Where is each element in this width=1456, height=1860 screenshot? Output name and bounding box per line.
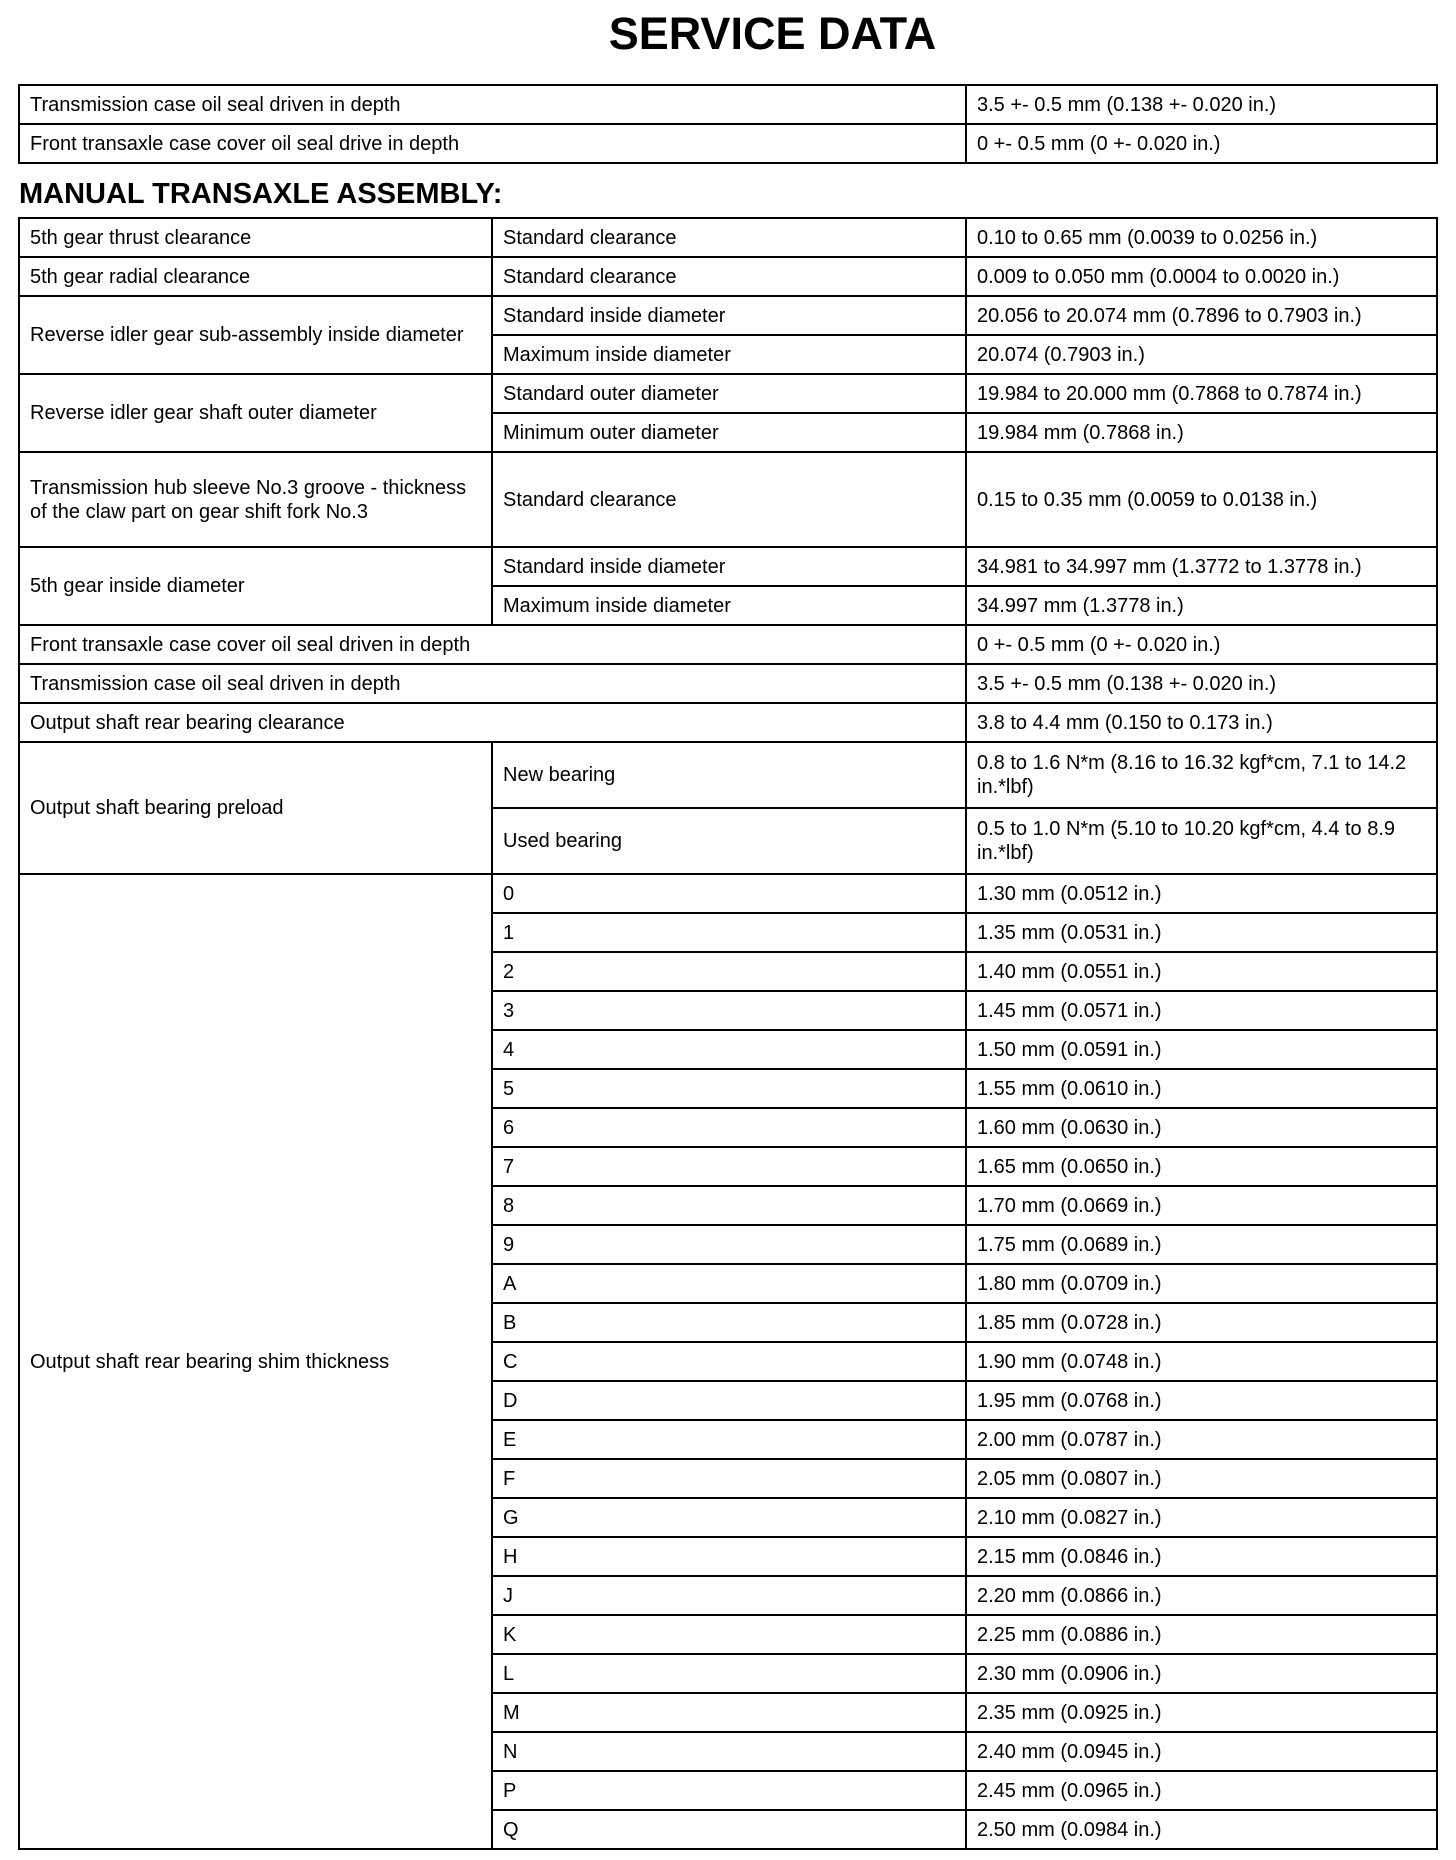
value-cell: 0.15 to 0.35 mm (0.0059 to 0.0138 in.) [966,452,1437,547]
value-cell: 19.984 to 20.000 mm (0.7868 to 0.7874 in.) [966,374,1437,413]
table-row [19,664,1437,703]
shim-mark-cell: C [492,1342,966,1381]
manual-transaxle-spec-table [18,217,1438,1850]
table-row [19,742,1437,808]
item-cell: Reverse idler gear shaft outer diameter [19,374,492,452]
value-cell: 3.8 to 4.4 mm (0.150 to 0.173 in.) [966,703,1437,742]
value-cell: 19.984 mm (0.7868 in.) [966,413,1437,452]
item-cell: Output shaft bearing preload [19,742,492,874]
table-row [19,374,1437,413]
shim-mark-cell: A [492,1264,966,1303]
item-cell: 5th gear radial clearance [19,257,492,296]
shim-mark-cell: 6 [492,1108,966,1147]
condition-cell: Maximum inside diameter [492,586,966,625]
value-cell: 34.981 to 34.997 mm (1.3772 to 1.3778 in.) [966,547,1437,586]
item-cell: 5th gear inside diameter [19,547,492,625]
condition-cell: Standard inside diameter [492,547,966,586]
shim-mark-cell: N [492,1732,966,1771]
table-row [19,218,1437,257]
condition-cell: Minimum outer diameter [492,413,966,452]
shim-mark-cell: H [492,1537,966,1576]
value-cell: 0.009 to 0.050 mm (0.0004 to 0.0020 in.) [966,257,1437,296]
item-cell: Transmission hub sleeve No.3 groove - thickness of the claw part on gear shift fork No.3 [19,452,492,547]
value-cell: 2.05 mm (0.0807 in.) [966,1459,1437,1498]
item-cell: Reverse idler gear sub-assembly inside diameter [19,296,492,374]
table-row [19,703,1437,742]
item-cell: Output shaft rear bearing clearance [19,703,966,742]
shim-mark-cell: 2 [492,952,966,991]
shim-mark-cell: 8 [492,1186,966,1225]
table-row [19,257,1437,296]
shim-mark-cell: K [492,1615,966,1654]
table-row [19,874,1437,913]
table-row [19,625,1437,664]
value-cell: 0 +- 0.5 mm (0 +- 0.020 in.) [966,625,1437,664]
table-row [19,296,1437,335]
value-cell: 20.056 to 20.074 mm (0.7896 to 0.7903 in.) [966,296,1437,335]
value-cell: 1.40 mm (0.0551 in.) [966,952,1437,991]
shim-mark-cell: B [492,1303,966,1342]
shim-mark-cell: F [492,1459,966,1498]
value-cell: 34.997 mm (1.3778 in.) [966,586,1437,625]
shim-mark-cell: E [492,1420,966,1459]
value-cell: 1.65 mm (0.0650 in.) [966,1147,1437,1186]
value-cell: 1.90 mm (0.0748 in.) [966,1342,1437,1381]
shim-mark-cell: Q [492,1810,966,1849]
shim-mark-cell: 4 [492,1030,966,1069]
value-cell: 1.95 mm (0.0768 in.) [966,1381,1437,1420]
shim-mark-cell: G [492,1498,966,1537]
value-cell: 2.50 mm (0.0984 in.) [966,1810,1437,1849]
item-cell: Transmission case oil seal driven in depth [19,664,966,703]
shim-mark-cell: L [492,1654,966,1693]
item-cell: 5th gear thrust clearance [19,218,492,257]
value-cell: 2.00 mm (0.0787 in.) [966,1420,1437,1459]
shim-mark-cell: 0 [492,874,966,913]
shim-mark-cell: 5 [492,1069,966,1108]
item-cell: Front transaxle case cover oil seal drive in depth [19,124,966,163]
value-cell: 20.074 (0.7903 in.) [966,335,1437,374]
condition-cell: Standard outer diameter [492,374,966,413]
table-row [19,547,1437,586]
value-cell: 0.10 to 0.65 mm (0.0039 to 0.0256 in.) [966,218,1437,257]
condition-cell: Used bearing [492,808,966,874]
value-cell: 2.20 mm (0.0866 in.) [966,1576,1437,1615]
condition-cell: New bearing [492,742,966,808]
value-cell: 0 +- 0.5 mm (0 +- 0.020 in.) [966,124,1437,163]
item-cell: Output shaft rear bearing shim thickness [19,874,492,1849]
condition-cell: Standard clearance [492,452,966,547]
table-row [19,124,1437,163]
shim-mark-cell: 1 [492,913,966,952]
value-cell: 1.70 mm (0.0669 in.) [966,1186,1437,1225]
value-cell: 1.80 mm (0.0709 in.) [966,1264,1437,1303]
value-cell: 1.30 mm (0.0512 in.) [966,874,1437,913]
value-cell: 2.15 mm (0.0846 in.) [966,1537,1437,1576]
value-cell: 2.10 mm (0.0827 in.) [966,1498,1437,1537]
shim-mark-cell: 7 [492,1147,966,1186]
top-spec-table [18,84,1438,164]
item-cell: Front transaxle case cover oil seal driven in depth [19,625,966,664]
condition-cell: Standard inside diameter [492,296,966,335]
value-cell: 0.8 to 1.6 N*m (8.16 to 16.32 kgf*cm, 7.1 to 14.2 in.*lbf) [966,742,1437,808]
shim-mark-cell: 9 [492,1225,966,1264]
shim-mark-cell: M [492,1693,966,1732]
table-row [19,85,1437,124]
value-cell: 2.25 mm (0.0886 in.) [966,1615,1437,1654]
value-cell: 1.85 mm (0.0728 in.) [966,1303,1437,1342]
shim-mark-cell: D [492,1381,966,1420]
value-cell: 1.45 mm (0.0571 in.) [966,991,1437,1030]
value-cell: 0.5 to 1.0 N*m (5.10 to 10.20 kgf*cm, 4.4 to 8.9 in.*lbf) [966,808,1437,874]
value-cell: 1.60 mm (0.0630 in.) [966,1108,1437,1147]
page-title: SERVICE DATA [608,8,937,59]
value-cell: 2.30 mm (0.0906 in.) [966,1654,1437,1693]
value-cell: 1.50 mm (0.0591 in.) [966,1030,1437,1069]
value-cell: 1.75 mm (0.0689 in.) [966,1225,1437,1264]
item-cell: Transmission case oil seal driven in depth [19,85,966,124]
value-cell: 2.35 mm (0.0925 in.) [966,1693,1437,1732]
value-cell: 3.5 +- 0.5 mm (0.138 +- 0.020 in.) [966,664,1437,703]
value-cell: 1.35 mm (0.0531 in.) [966,913,1437,952]
value-cell: 2.40 mm (0.0945 in.) [966,1732,1437,1771]
shim-mark-cell: P [492,1771,966,1810]
value-cell: 1.55 mm (0.0610 in.) [966,1069,1437,1108]
table-row [19,452,1437,547]
condition-cell: Standard clearance [492,257,966,296]
condition-cell: Maximum inside diameter [492,335,966,374]
shim-mark-cell: 3 [492,991,966,1030]
shim-mark-cell: J [492,1576,966,1615]
value-cell: 3.5 +- 0.5 mm (0.138 +- 0.020 in.) [966,85,1437,124]
condition-cell: Standard clearance [492,218,966,257]
value-cell: 2.45 mm (0.0965 in.) [966,1771,1437,1810]
section-heading: MANUAL TRANSAXLE ASSEMBLY: [19,178,503,210]
